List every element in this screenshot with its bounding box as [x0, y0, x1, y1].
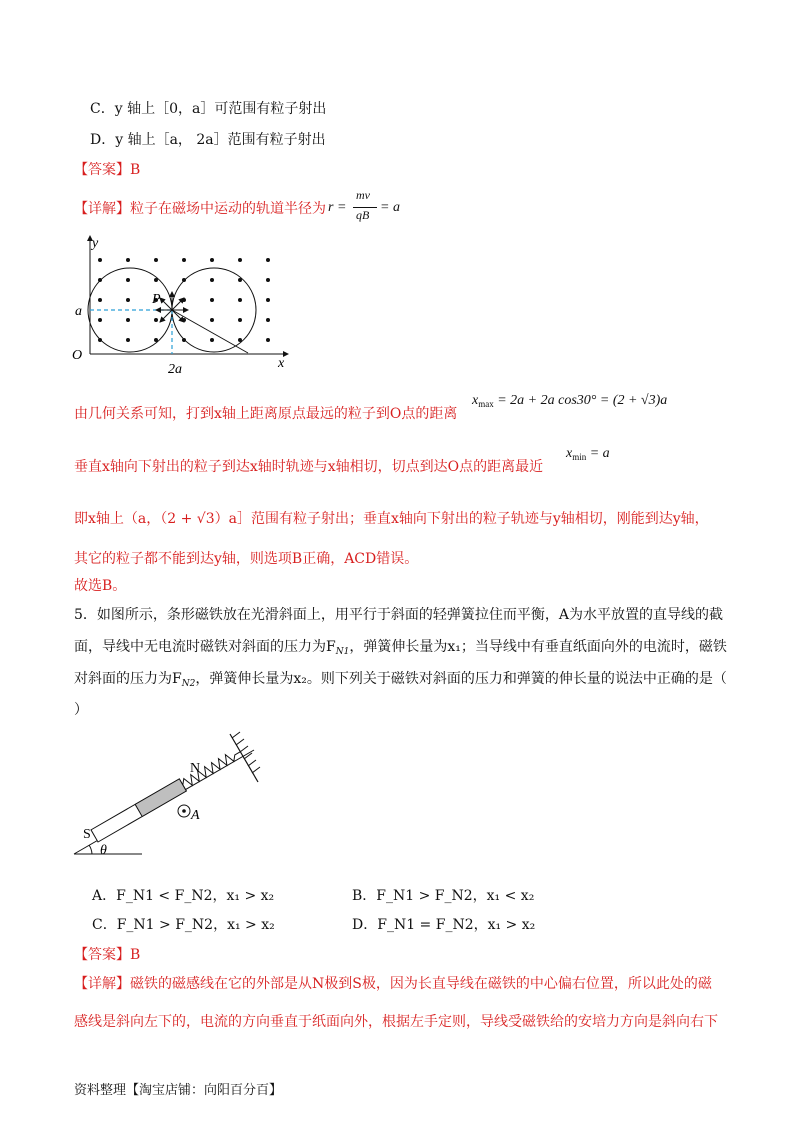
label-a: a [75, 304, 82, 319]
field-dot [266, 318, 270, 322]
field-dot [266, 298, 270, 302]
others-text: 其它的粒子都不能到达y轴，则选项B正确，ACD错误。 [74, 551, 419, 567]
footer: 资料整理【淘宝店铺：向阳百分百】 [74, 1083, 283, 1098]
option-d: D．y 轴上［a， 2a］范围有粒子射出 [90, 132, 326, 148]
geometry-text: 由几何关系可知，打到x轴上距离原点最远的粒子到O点的距离 [74, 406, 458, 422]
field-dot [238, 258, 242, 262]
range-text: 即x轴上（a，（2 + √3）a］范围有粒子射出；垂直x轴向下射出的粒子轨迹与y轴相切，刚能到达y轴， [74, 511, 709, 527]
field-dot [154, 258, 158, 262]
stem-2-text: 面，导线中无电流时磁铁对斜面的压力为F [74, 639, 336, 655]
field-dot [98, 258, 102, 262]
option-d: D．F_N1 = F_N2，x₁ > x₂ [352, 917, 536, 933]
label-2a: 2a [168, 362, 182, 377]
stem-2-sub: N1 [335, 647, 350, 657]
stem-2-rest: ，弹簧伸长量为x₁；当导线中有垂直纸面向外的电流时，磁铁 [349, 639, 727, 655]
field-dot [210, 298, 214, 302]
stem-3-sub: N2 [181, 679, 196, 689]
conclusion: 故选B。 [74, 578, 127, 594]
bar-magnet [91, 746, 243, 842]
field-dot [98, 298, 102, 302]
field-dot [126, 298, 130, 302]
wall-hatching [232, 732, 260, 773]
field-dot [126, 338, 130, 342]
answer-label: 【答案】B [74, 947, 141, 963]
xmax-var: x [472, 393, 479, 408]
q5-stem-line-4: ） [74, 702, 88, 718]
option-c: C．F_N1 > F_N2，x₁ > x₂ [92, 917, 275, 933]
label-A: A [191, 808, 200, 823]
stem-3-rest: ，弹簧伸长量为x₂。则下列关于磁铁对斜面的压力和弹簧的伸长量的说法中正确的是（ [195, 671, 727, 687]
chord-line [172, 310, 248, 353]
detail-line-1: 【详解】磁铁的磁感线在它的外部是从N极到S极，因为长直导线在磁铁的中心偏右位置，所以此处的磁 [74, 976, 712, 992]
field-dot [154, 318, 158, 322]
field-dot [98, 318, 102, 322]
field-dot [210, 258, 214, 262]
radius-denominator: qB [356, 208, 370, 222]
xmax-rhs: = 2a + 2a cos30° = (2 + √3)a [497, 393, 668, 408]
label-x: x [278, 356, 285, 371]
field-dot [182, 258, 186, 262]
radius-rhs: = a [380, 200, 400, 215]
option-b: B．F_N1 > F_N2，x₁ < x₂ [352, 888, 535, 904]
q5-stem-line-3 [74, 669, 727, 694]
answer-label: 【答案】B [74, 162, 141, 178]
label-o: O [72, 348, 83, 363]
field-dot [210, 318, 214, 322]
xmin-sub: min [572, 452, 587, 462]
label-theta: θ [100, 843, 107, 858]
label-S: S [83, 827, 91, 842]
field-dot [238, 298, 242, 302]
field-dot [266, 338, 270, 342]
radius-lhs: r = [328, 200, 347, 215]
option-c: C．y 轴上［0，a］可范围有粒子射出 [90, 101, 327, 117]
field-dot [126, 278, 130, 282]
field-dot [210, 338, 214, 342]
min-distance-formula [566, 444, 610, 467]
field-dot [238, 318, 242, 322]
xmin-var: x [566, 446, 573, 461]
xmax-sub: max [478, 399, 494, 409]
perpendicular-text: 垂直x轴向下射出的粒子到达x轴时轨迹与x轴相切，切点到达O点的距离最近 [74, 459, 544, 475]
detail-text: 【详解】粒子在磁场中运动的轨道半径为 [74, 201, 326, 217]
q5-stem-line-1: 5．如图所示，条形磁铁放在光滑斜面上，用平行于斜面的轻弹簧拉住而平衡，A为水平放置的直导线的截 [74, 607, 724, 623]
magnet-n-half [135, 779, 186, 817]
magnetic-field-figure [66, 228, 296, 378]
field-dots [98, 258, 270, 342]
q5-stem-line-2 [74, 637, 727, 662]
option-a: A．F_N1 < F_N2，x₁ > x₂ [92, 888, 275, 904]
incline-magnet-figure [70, 730, 270, 860]
label-N: N [190, 761, 201, 776]
max-distance-formula [472, 391, 667, 414]
xmin-rhs: = a [589, 446, 610, 461]
wire-dot [182, 809, 186, 813]
detail-line-2: 感线是斜向左下的，电流的方向垂直于纸面向外，根据左手定则，导线受磁铁给的安培力方向是斜向右下 [74, 1014, 718, 1030]
field-dot [126, 258, 130, 262]
radius-numerator: mv [356, 188, 370, 202]
label-y: y [92, 236, 99, 251]
field-dot [266, 258, 270, 262]
angle-arc [89, 845, 92, 854]
stem-3-text: 对斜面的压力为F [74, 671, 182, 687]
field-dot [126, 318, 130, 322]
label-p: P [152, 292, 161, 307]
field-dot [210, 278, 214, 282]
field-dot [266, 278, 270, 282]
